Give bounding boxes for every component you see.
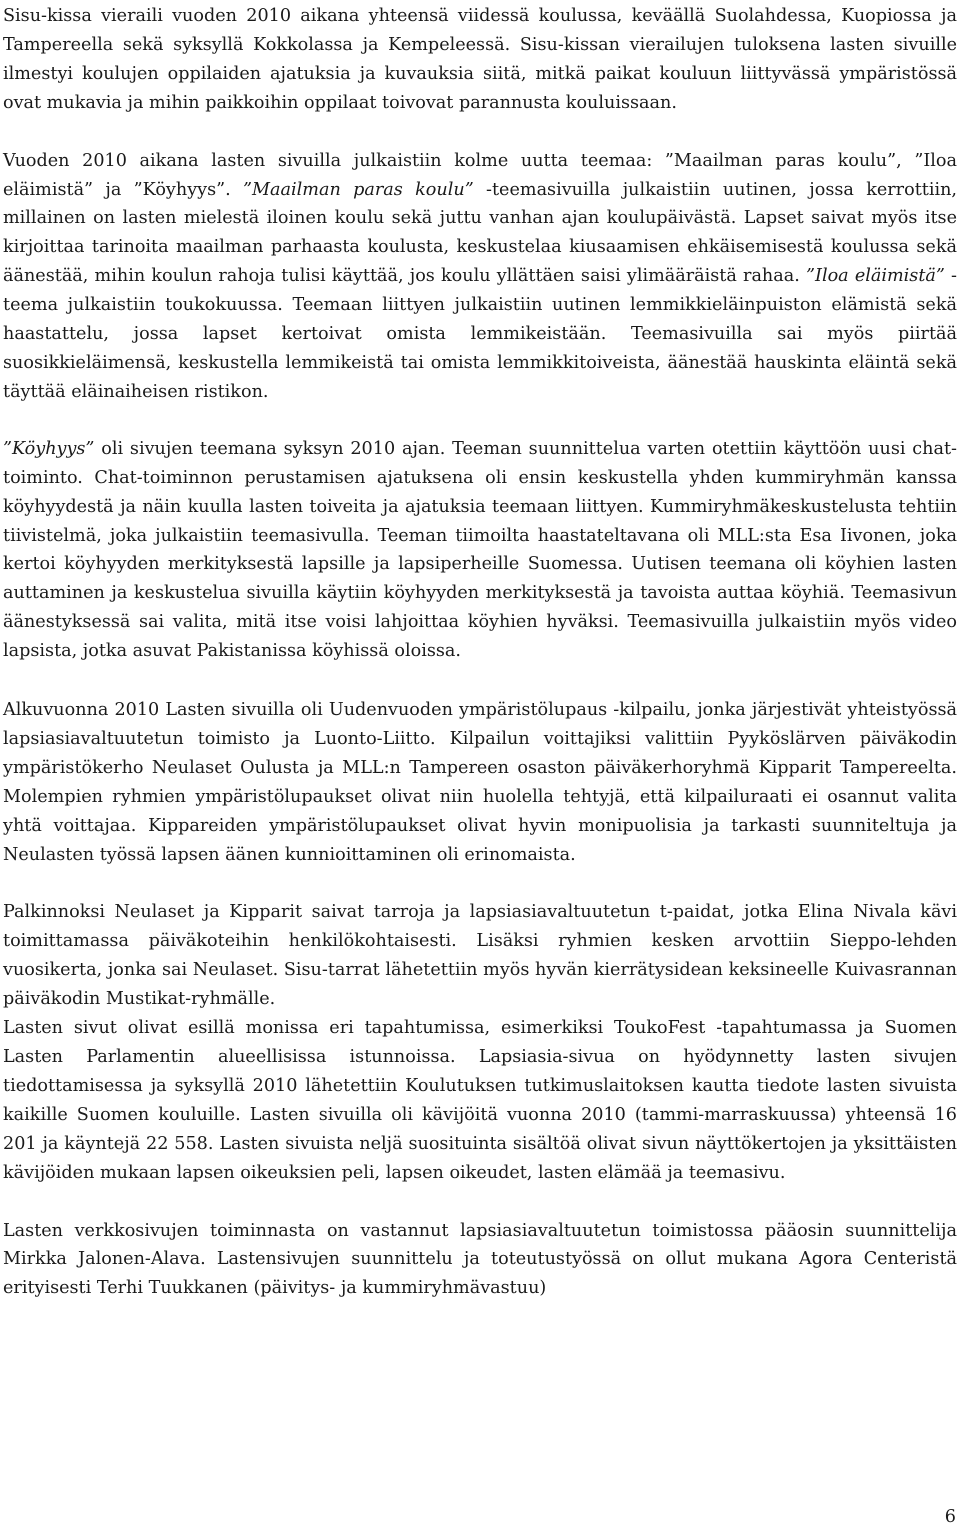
paragraph-prizes bbox=[3, 898, 957, 1014]
text-segment: oli sivujen teemana syksyn 2010 ajan. Teeman suunnittelua varten otettiin käyttöön uusi chat-toiminto. Chat-toiminnon perustamisen ajatuksena oli ensin keskustella yhden kummiryhmän kanssa köyhyydestä ja näin kuulla lasten toiveita ja ajatuksia teemaan liittyen. Kummiryhmäkeskustelusta tehtiin tiivistelmä, joka julkaistiin teemasivulla. Teeman tiimoilta haastateltavana oli MLL:sta Esa Iivonen, joka kertoi köyhyyden merkityksestä lapsille ja lapsiperheille Suomessa. Uutisen teemana oli köyhien lasten auttaminen ja keskustelua sivuilla käytiin köyhyyden merkityksestä ja tavoista auttaa köyhiä. Teemasivun äänestyksessä sai valita, mitä itse voisi lahjoittaa köyhien hyväksi. Teemasivuilla julkaistiin myös video lapsista, jotka asuvat Pakistanissa köyhissä oloissa. bbox=[3, 438, 957, 662]
text-segment: Alkuvuonna 2010 Lasten sivuilla oli Uudenvuoden ympäristölupaus -kilpailu, jonka järjestivät yhteistyössä lapsiasiavaltuutetun toimisto ja Luonto-Liitto. Kilpailun voittajiksi valittiin Pyyköslärven päiväkodin ympäristökerho Neulaset Oulusta ja MLL:n Tampereen osaston päiväkerhoryhmä Kipparit Tampereelta. Molempien ryhmien ympäristölupaukset olivat niin huolella tehtyjä, että kilpailuraati ei osannut valita yhtä voittajaa. Kippareiden ympäristölupaukset olivat hyvin monipuolisia ja tarkasti suunniteltuja ja Neulasten työssä lapsen äänen kunnioittaminen oli erinomaista. bbox=[3, 700, 957, 865]
italic-text-segment: ”Iloa eläimistä” bbox=[806, 266, 945, 287]
text-segment: Palkinnoksi Neulaset ja Kipparit saivat tarroja ja lapsiasiavaltuutetun t-paidat, jotka Elina Nivala kävi toimittamassa päiväkoteihin henkilökohtaisesti. Lisäksi ryhmien kesken arvottiin Sieppo-lehden vuosikerta, jonka sai Neulaset. Sisu-tarrat lähetettiin myös hyvän kierrätysidean keksineelle Kuivasrannan päiväkodin Mustikat-ryhmälle. bbox=[3, 902, 957, 1010]
text-segment: Lasten verkkosivujen toiminnasta on vastannut lapsiasiavaltuutetun toimistossa pääosin suunnittelija Mirkka Jalonen-Alava. Lastensivujen suunnittelu ja toteutustyössä on ollut mukana Agora Centeristä erityisesti Terhi Tuukkanen (päivitys- ja kummiryhmävastuu) bbox=[3, 1220, 957, 1299]
text-segment: -teemasivuilla julkaistiin uutinen, jossa kerrottiin, millainen on lasten mielestä iloinen koulu sekä juttu vanhan ajan koulupäivästä. Lapset saivat myös itse kirjoittaa tarinoita maailman parhaasta koulusta, keskustelaa kiusaamisen ehkäisemisestä koulussa sekä äänestää, mihin koulun rahoja tulisi käyttää, jos koulu yllättäen saisi ylimääräistä rahaa. bbox=[3, 179, 958, 287]
paragraph-themes-2010 bbox=[3, 147, 957, 407]
text-segment: Vuoden 2010 aikana lasten sivuilla julkaistiin kolme uutta teemaa: ”Maailman paras koulu”, ”Iloa eläimistä” ja ”Köyhyys”. bbox=[3, 150, 957, 200]
text-segment: -teema julkaistiin toukokuussa. Teemaan liittyen julkaistiin uutinen lemmikkieläinpuiston elämistä sekä haastattelu, jossa lapset kertoivat omista lemmikeistään. Teemasivuilla sai myös piirtää suosikkieläimensä, keskustella lemmikeistä tai omista lemmikkitoiveista, äänestää hauskinta eläintä sekä täyttää eläinaiheisen ristikon. bbox=[3, 266, 957, 402]
page-number: 6 bbox=[944, 1507, 956, 1527]
paragraph-responsible-staff bbox=[3, 1217, 957, 1304]
document-page bbox=[3, 2, 957, 1303]
paragraph-events-and-visitors bbox=[3, 1014, 957, 1187]
italic-text-segment: ”Köyhyys” bbox=[3, 438, 95, 459]
text-segment: Sisu-kissa vieraili vuoden 2010 aikana yhteensä viidessä koulussa, keväällä Suolahdessa, Kuopiossa ja Tampereella sekä syksyllä Kokkolassa ja Kempeleessä. Sisu-kissan vierailujen tuloksena lasten sivuille ilmestyi koulujen oppilaiden ajatuksia ja kuvauksia siitä, mitkä paikat kouluun liittyvässä ympäristössä ovat mukavia ja mihin paikkoihin oppilaat toivovat parannusta kouluissaan. bbox=[3, 6, 957, 113]
italic-text-segment: ”Maailman paras koulu” bbox=[243, 179, 474, 200]
paragraph-environment-contest bbox=[3, 696, 957, 869]
paragraph-sisu-kissa-visits bbox=[3, 2, 957, 118]
text-segment: Lasten sivut olivat esillä monissa eri tapahtumissa, esimerkiksi ToukoFest -tapahtumassa ja Suomen Lasten Parlamentin alueellisissa istunnoissa. Lapsiasia-sivua on hyödynnetty lasten sivujen tiedottamisessa ja syksyllä 2010 lähetettiin Koulutuksen tutkimuslaitoksen kautta tiedote lasten sivuista kaikille Suomen kouluille. Lasten sivuilla oli kävijöitä vuonna 2010 (tammi-marraskuussa) yhteensä 16 201 ja käyntejä 22 558. Lasten sivuista neljä suosituinta sisältöä olivat sivun näyttökertojen ja yksittäisten kävijöiden mukaan lapsen oikeuksien peli, lapsen oikeudet, lasten elämää ja teemasivu. bbox=[3, 1018, 957, 1183]
paragraph-poverty-theme bbox=[3, 435, 957, 666]
